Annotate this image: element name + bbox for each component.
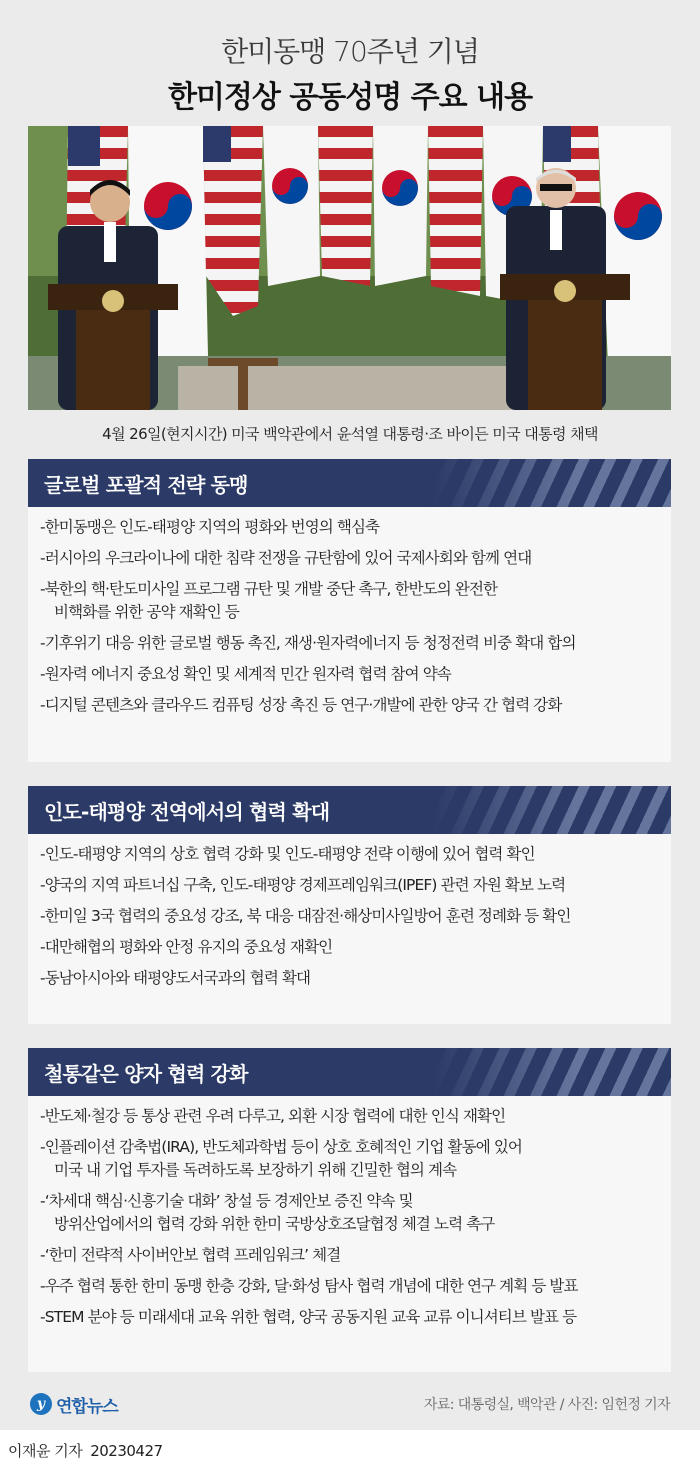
list-item: -대만해협의 평화와 안정 유지의 중요성 재확인 (40, 938, 333, 956)
list-item: -원자력 에너지 중요성 확인 및 세계적 민간 원자력 협력 참여 약속 (40, 665, 451, 683)
list-item: -양국의 지역 파트너십 구축, 인도-태평양 경제프레임워크(IPEF) 관련 자원 확보 노력 (40, 876, 566, 894)
list-item: -러시아의 우크라이나에 대한 침략 전쟁을 규탄함에 있어 국제사회와 함께 연대 (40, 549, 532, 567)
list-item: -인도-태평양 지역의 상호 협력 강화 및 인도-태평양 전략 이행에 있어 협력 확인 (40, 845, 535, 863)
page-title: 한미정상 공동성명 주요 내용 (167, 80, 533, 115)
list-item: -STEM 분야 등 미래세대 교육 위한 협력, 양국 공동지원 교육 교류 이니셔티브 발표 등 (40, 1308, 577, 1326)
section-header-indo-pacific (28, 786, 671, 834)
logo-text: 연합뉴스 (56, 1396, 118, 1417)
list-item: -디지털 콘텐츠와 클라우드 컴퓨팅 성장 촉진 등 연구·개발에 관한 양국 간 협력 강화 (40, 696, 562, 714)
header-stripe-decoration (431, 1048, 671, 1096)
header-stripe-decoration (431, 459, 671, 507)
source-credit: 자료: 대통령실, 백악관 / 사진: 임헌정 기자 (423, 1397, 670, 1413)
photo-caption: 4월 26일(현지시간) 미국 백악관에서 윤석열 대통령·조 바이든 미국 대통령 채택 (102, 425, 598, 443)
list-item: -북한의 핵·탄도미사일 프로그램 규탄 및 개발 중단 촉구, 한반도의 완전한 비핵화를 위한 공약 재확인 등 (40, 580, 498, 621)
list-item: -동남아시아와 태평양도서국과의 협력 확대 (40, 969, 311, 987)
list-item: -기후위기 대응 위한 글로벌 행동 촉진, 재생·원자력에너지 등 청정전력 비중 확대 합의 (40, 634, 576, 652)
publish-date: 20230427 (90, 1442, 163, 1460)
section-header-global-alliance (28, 459, 671, 507)
summit-photo (28, 126, 671, 410)
list-item: -한미동맹은 인도-태평양 지역의 평화와 번영의 핵심축 (40, 518, 380, 536)
list-item: -한미일 3국 협력의 중요성 강조, 북 대응 대잠전·해상미사일방어 훈련 정례화 등 확인 (40, 907, 571, 925)
list-item: -우주 협력 통한 한미 동맹 한층 강화, 달·화성 탐사 협력 개념에 대한 연구 계획 등 발표 (40, 1277, 578, 1295)
page-subtitle: 한미동맹 70주년 기념 (221, 35, 479, 68)
list-item: -‘한미 전략적 사이버안보 협력 프레임워크’ 체결 (40, 1246, 341, 1264)
list-item: -반도체·철강 등 통상 관련 우려 다루고, 외환 시장 협력에 대한 인식 재확인 (40, 1107, 506, 1125)
section-title: 철통같은 양자 협력 강화 (44, 1062, 248, 1086)
section-header-bilateral (28, 1048, 671, 1096)
section-body-bilateral (28, 1096, 671, 1372)
section-title: 글로벌 포괄적 전략 동맹 (44, 473, 248, 497)
section-body-global-alliance (28, 507, 671, 762)
section-title: 인도-태평양 전역에서의 협력 확대 (44, 800, 330, 824)
reporter-credit (8, 1440, 163, 1461)
list-item: -인플레이션 감축법(IRA), 반도체과학법 등이 상호 호혜적인 기업 활동에 있어 미국 내 기업 투자를 독려하도록 보장하기 위해 긴밀한 협의 계속 (40, 1138, 522, 1179)
list-item: -‘차세대 핵심·신흥기술 대화’ 창설 등 경제안보 증진 약속 및 방위산업에서의 협력 강화 위한 한미 국방상호조달협정 체결 노력 촉구 (40, 1192, 495, 1233)
yonhap-logo-icon: y (30, 1393, 52, 1415)
reporter-name: 이재윤 기자 (8, 1442, 83, 1460)
section-body-indo-pacific (28, 834, 671, 1024)
header-stripe-decoration (431, 786, 671, 834)
yonhap-logo (30, 1390, 118, 1418)
